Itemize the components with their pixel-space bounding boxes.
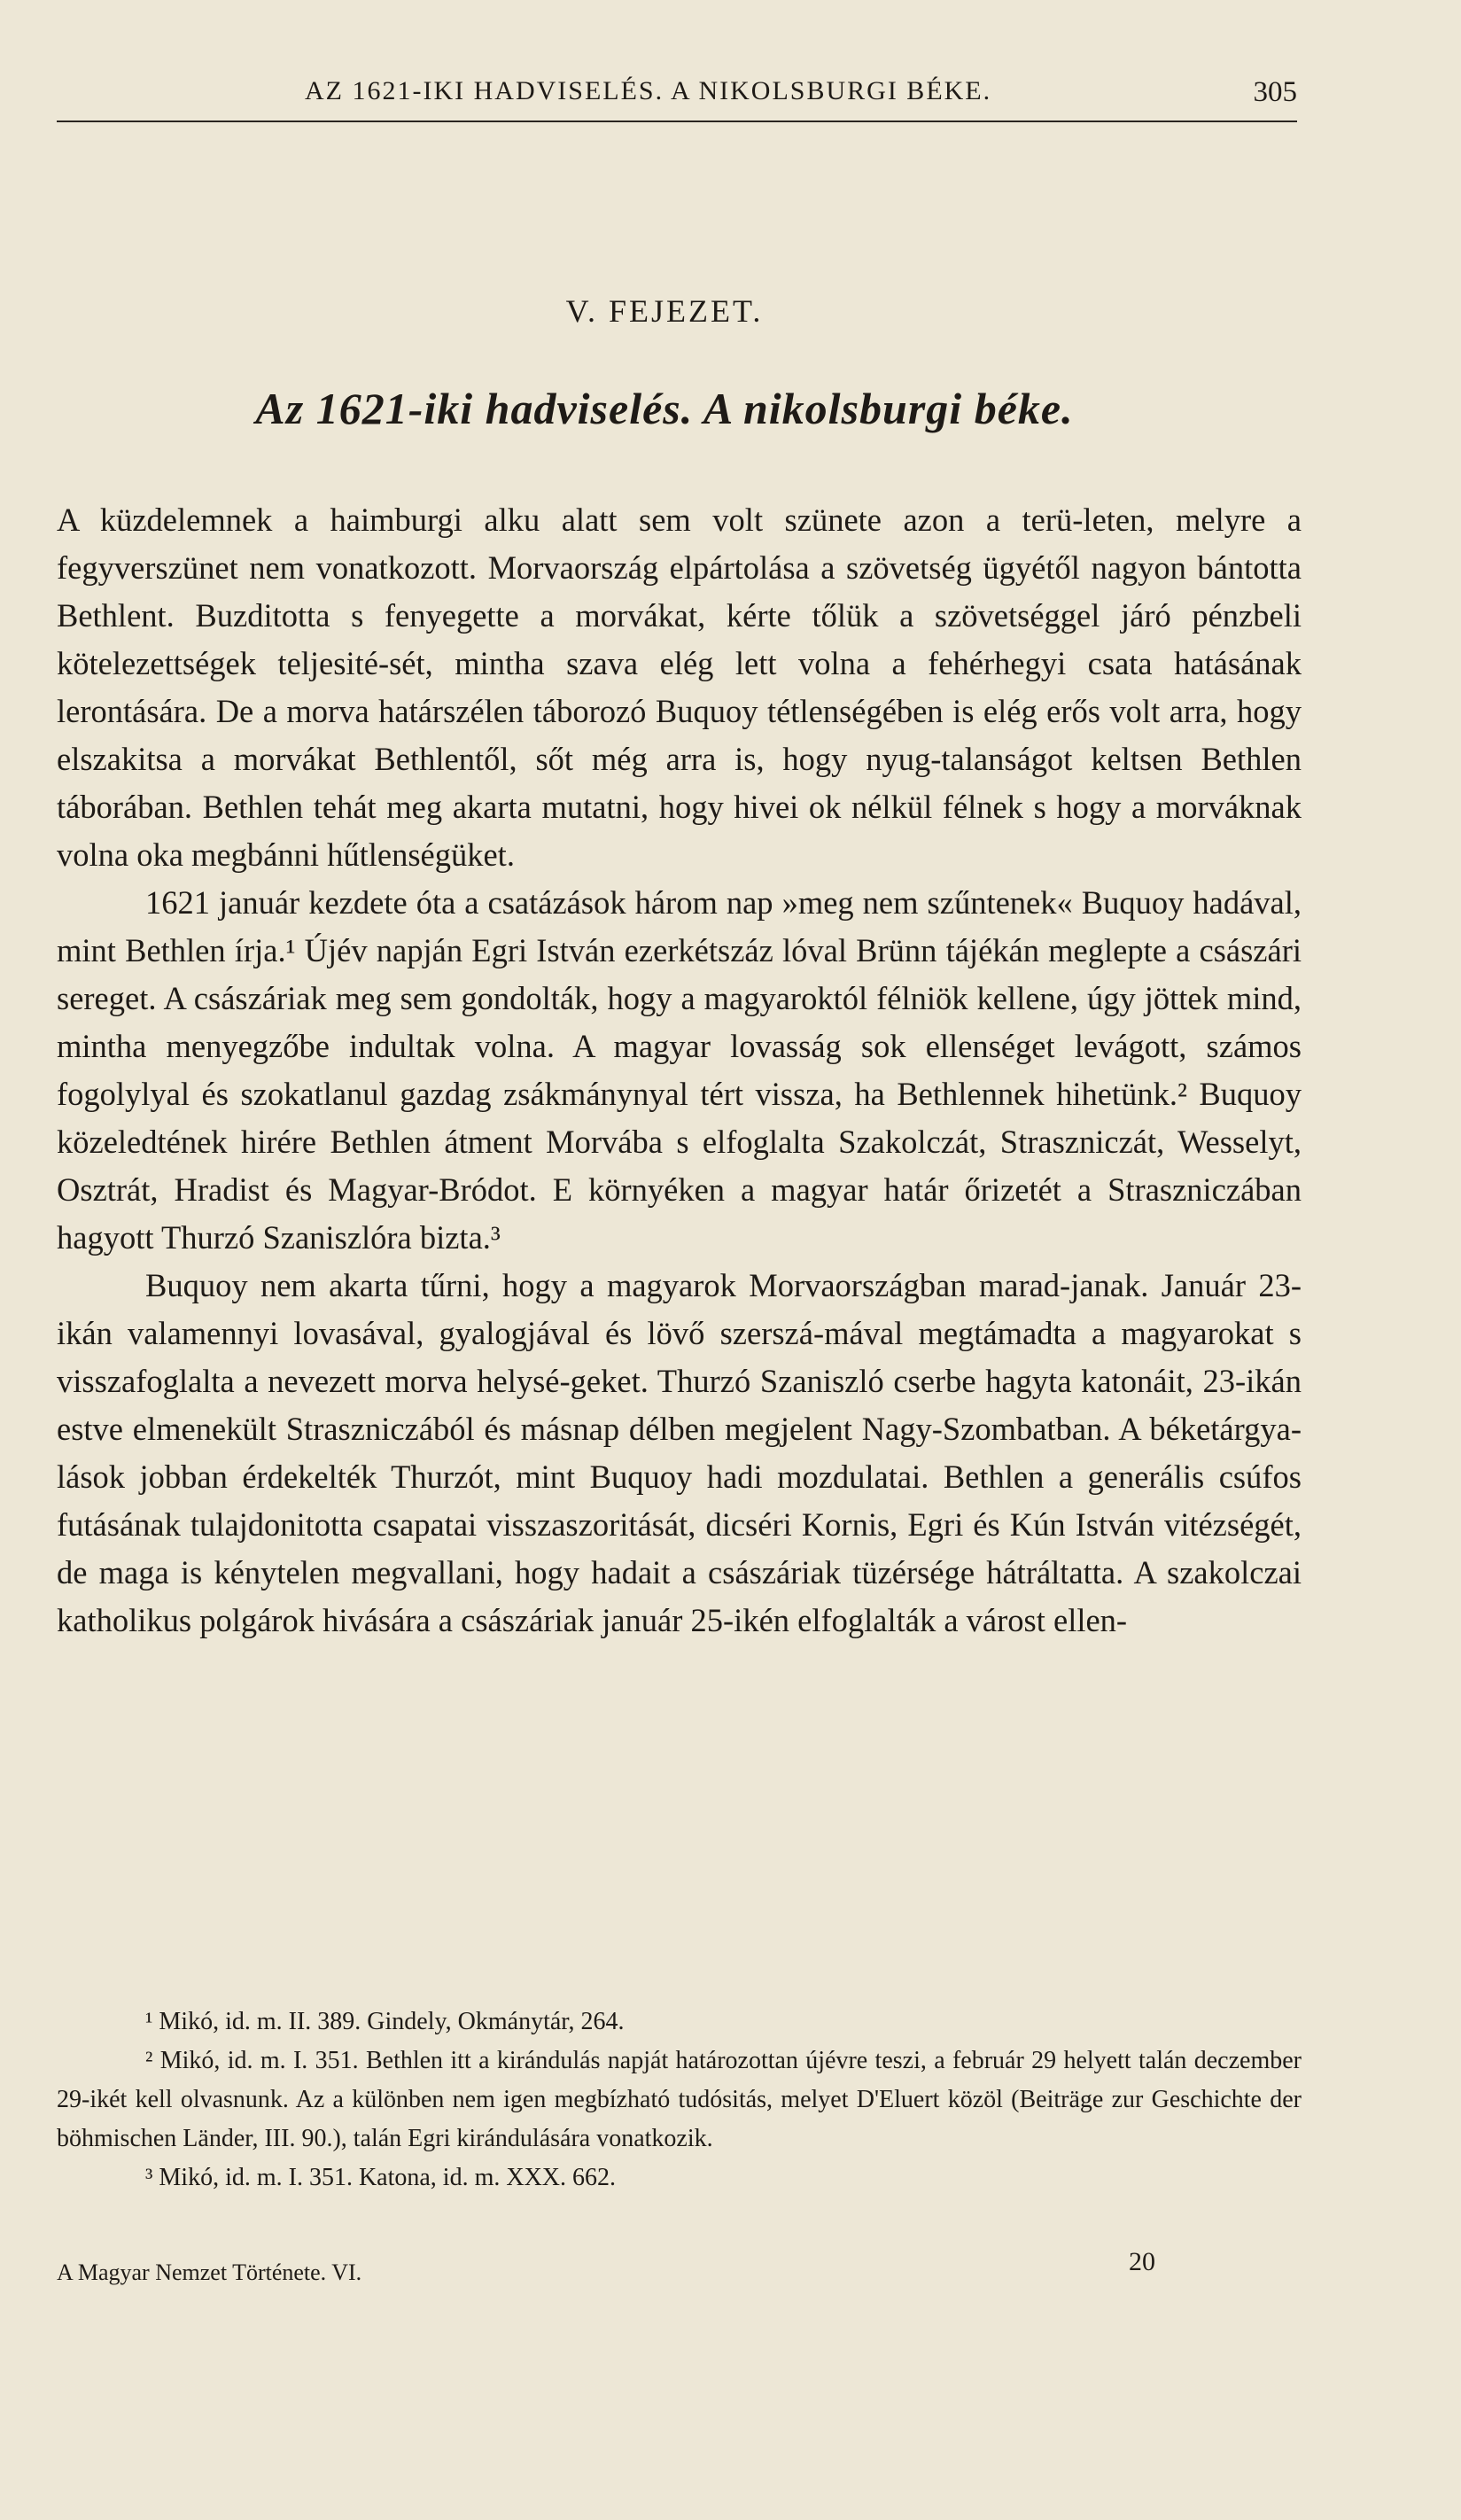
paragraph: A küzdelemnek a haimburgi alku alatt sem volt szünete azon a terü-leten, melyre a fegyverszünet nem vonatkozott. Morvaország elpártolása a szövetség ügyétől nagyon bántotta Bethlent. Buzditotta s fenyegette a morvákat, kérte tőlük a szövetséggel járó pénzbeli kötelezettségek teljesité-sét, mintha szava elég lett volna a fehérhegyi csata hatásának lerontására. De a morva határszélen táborozó Buquoy tétlenségében is elég erős volt arra, hogy elszakitsa a morvákat Bethlentől, sőt még arra is, hogy nyug-talanságot keltsen Bethlen táborában. Bethlen tehát meg akarta mutatni, hogy hivei ok nélkül félnek s hogy a morváknak volna oka megbánni hűtlenségüket. xyxy=(57,502,1302,873)
footnote: ² Mikó, id. m. I. 351. Bethlen itt a kirándulás napját határozottan újévre teszi, a február 29 helyett talán deczember 29-ikét kell olvasnunk. Az a különben nem igen megbízható tudósitás, melyet D'Eluert közöl (Beiträge zur Geschichte der böhmischen Länder, III. 90.), talán Egri kirándulására vonatkozik. xyxy=(57,2047,1302,2152)
page-footer xyxy=(57,2247,1302,2304)
chapter-label: V. FEJEZET. xyxy=(565,293,764,329)
paragraph: Buquoy nem akarta tűrni, hogy a magyarok Morvaországban marad-janak. Január 23-ikán valamennyi lovasával, gyalogjával és lövő szerszá-mával megtámadta a magyarokat s visszafoglalta a nevezett morva helysé-geket. Thurzó Szaniszló cserbe hagyta katonáit, 23-ikán estve elmenekült Straszniczából és másnap délben megjelent Nagy-Szombatban. A béketárgya-lások jobban érdekelték Thurzót, mint Buquoy hadi mozdulatai. Bethlen a generális csúfos futásának tulajdonitotta csapatai visszaszoritását, dicséri Kornis, Egri és Kún István vitézségét, de maga is kénytelen megvallani, hogy hadait a császáriak tüzérsége hátráltatta. A szakolczai katholikus polgárok hivására a császáriak január 25-ikén elfoglalták a várost ellen- xyxy=(57,1267,1302,1638)
footnote: ¹ Mikó, id. m. II. 389. Gindely, Okmánytár, 264. xyxy=(145,2008,625,2035)
running-title: AZ 1621-IKI HADVISELÉS. A NIKOLSBURGI BÉKE. xyxy=(305,76,992,105)
running-head xyxy=(57,76,1297,122)
signature-mark: 20 xyxy=(1129,2247,1155,2276)
paragraph: 1621 január kezdete óta a csatázások három nap »meg nem szűntenek« Buquoy hadával, mint Bethlen írja.¹ Újév napján Egri István ezerkétszáz lóval Brünn tájékán meglepte a császári sereget. A császáriak meg sem gondolták, hogy a magyaroktól félniök kellene, úgy jöttek mind, mintha menyegzőbe indultak volna. A magyar lovasság sok ellenséget levágott, számos fogolylyal és szokatlanul gazdag zsákmánynyal tért vissza, ha Bethlennek hihetünk.² Buquoy közeledtének hirére Bethlen átment Morvába s elfoglalta Szakolczát, Straszniczát, Wesselyt, Osztrát, Hradist és Magyar-Bródot. E környéken a magyar határ őrizetét a Straszniczában hagyott Thurzó Szaniszlóra bizta.³ xyxy=(57,884,1302,1256)
footnotes xyxy=(57,2003,1302,2197)
body-text xyxy=(57,496,1302,1645)
footnote: ³ Mikó, id. m. I. 351. Katona, id. m. XXX. 662. xyxy=(145,2164,617,2191)
chapter-title: Az 1621-iki hadviselés. A nikolsburgi béke. xyxy=(255,384,1074,433)
footer-source: A Magyar Nemzet Története. VI. xyxy=(57,2259,362,2285)
page-number: 305 xyxy=(1253,76,1297,108)
